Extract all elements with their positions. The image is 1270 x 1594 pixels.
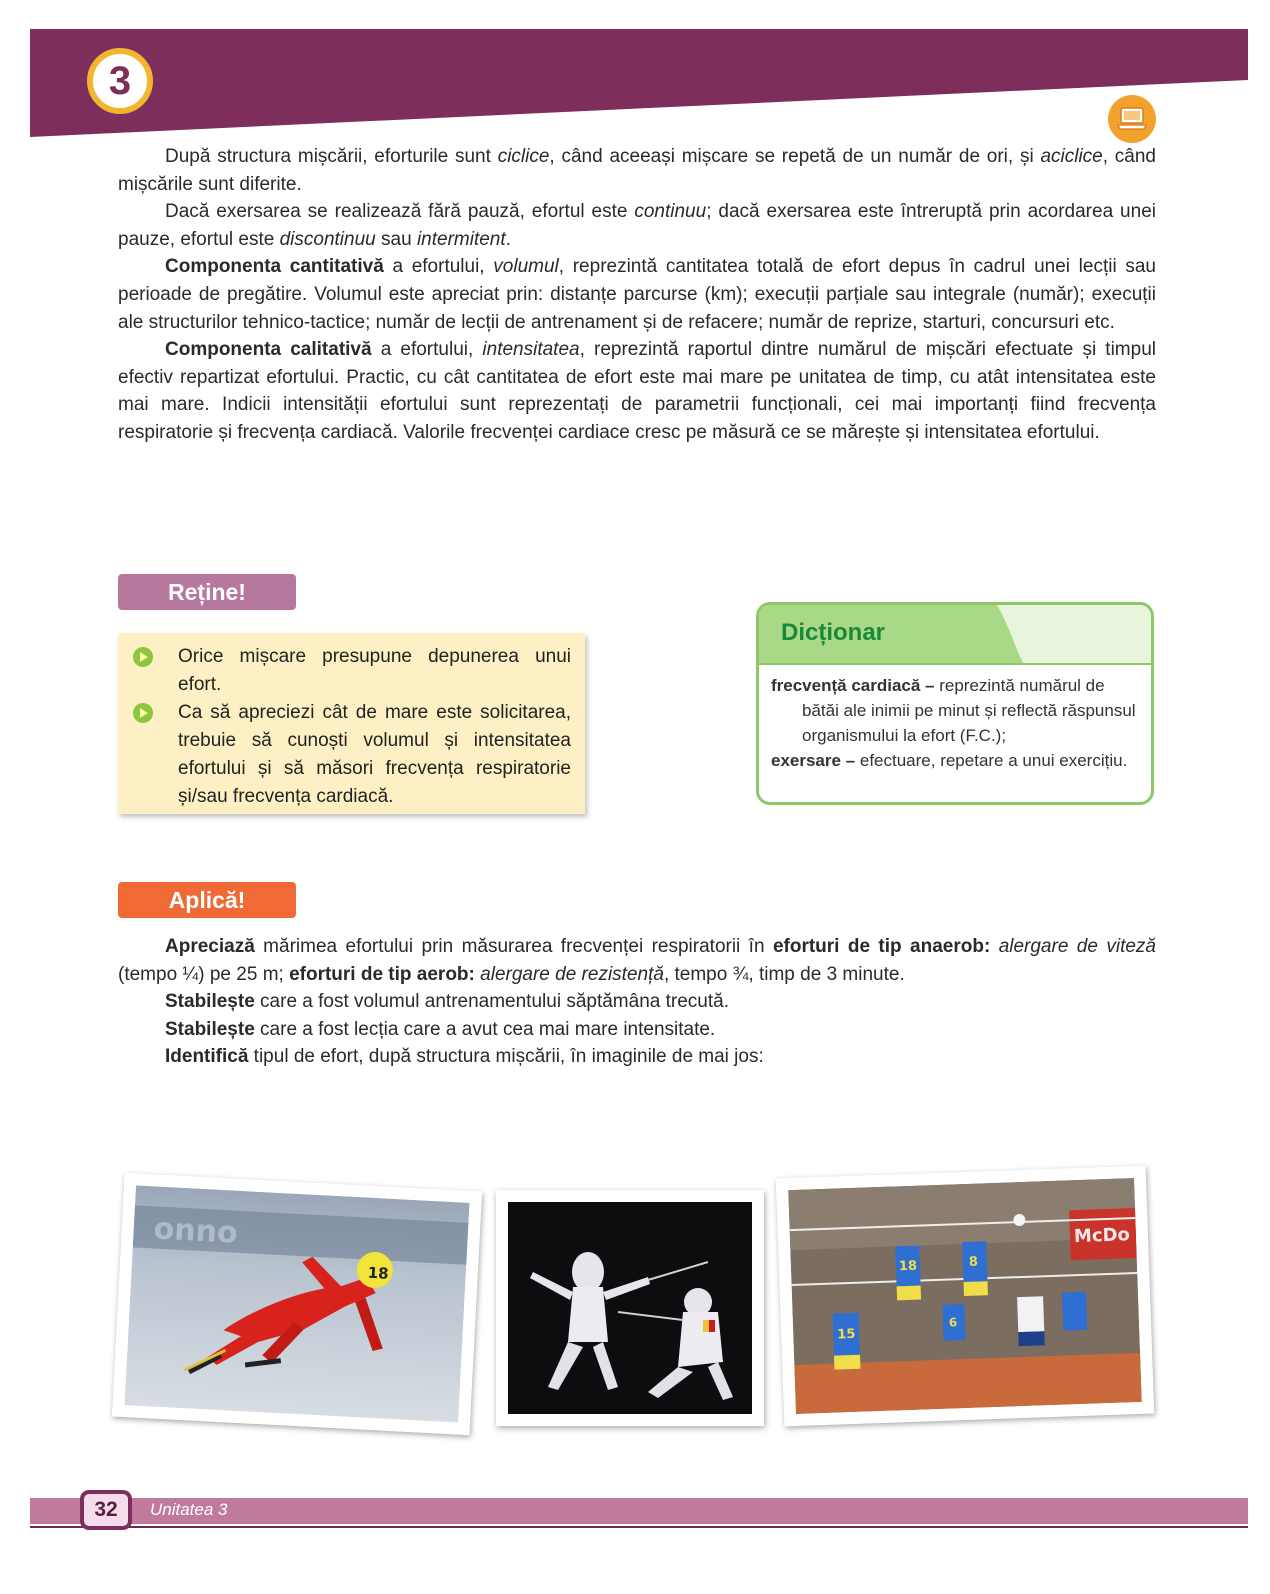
list-item <box>178 699 571 811</box>
dictionary-term: exersare – <box>771 751 856 770</box>
jersey-number: 6 <box>948 1315 958 1330</box>
jersey-number: 18 <box>898 1258 918 1275</box>
text-run: , tempo ¾, timp de 3 minute. <box>663 963 905 985</box>
text-bold: Componenta calitativă <box>165 339 372 361</box>
text-run: sau <box>375 228 417 250</box>
photo-volleyball <box>776 1166 1154 1427</box>
paragraph-quantitative <box>118 253 1156 336</box>
text-run: , când aceeași mișcare se repetă de un număr de ori, și <box>549 146 1041 167</box>
svg-text:onno: onno <box>152 1211 239 1251</box>
jersey-number: 15 <box>837 1326 856 1343</box>
aplica-text <box>118 933 1156 1071</box>
text-italic: aciclice <box>1040 146 1103 167</box>
aplica-task-1 <box>118 933 1156 988</box>
text-italic: ciclice <box>497 146 550 167</box>
dictionary-term: frecvență cardiacă – <box>771 676 935 695</box>
text-run: , când mișcările sunt diferite. <box>118 146 1156 195</box>
fencing-image <box>508 1202 752 1414</box>
play-bullet-icon <box>133 703 153 723</box>
text-italic: intermitent <box>416 228 506 250</box>
dictionary-box <box>756 602 1154 805</box>
text-run: Dacă exersarea se realizează fără pauză, efortul este <box>165 201 635 223</box>
retine-item-text: Orice mișcare presupune depunerea unui efort. <box>178 646 571 695</box>
play-bullet-icon <box>133 647 153 667</box>
text-italic: volumul <box>493 256 559 278</box>
dictionary-entry <box>771 748 1139 773</box>
chapter-number-badge <box>87 48 153 114</box>
speed-skater-image <box>124 1185 469 1422</box>
text-run: a efortului, <box>383 256 494 278</box>
footer-line <box>30 1526 1248 1528</box>
unit-label: Unitatea 3 <box>150 1500 228 1519</box>
page-number: 32 <box>80 1490 132 1530</box>
dictionary-entry <box>771 673 1139 748</box>
text-run: mărimea efortului prin măsurarea frecvenței respiratorii în <box>254 936 773 957</box>
paragraph-qualitative <box>118 336 1156 446</box>
text-italic: discontinuu <box>279 228 376 250</box>
text-bold: eforturi de tip anaerob: <box>772 936 991 957</box>
text-run: , reprezintă cantitatea totală de efort depus în cadrul unei lecții sau perioade de pregătire. Volumul este apreciat prin: distanțe parcurse (km); execuții parțiale sau integrale (număr); execuții ale structurilor tehnico-tactice; număr de lecții de antrenament și de refacere; număr de reprize, starturi, concursuri etc. <box>118 256 1156 333</box>
text-run <box>990 936 998 957</box>
text-run: , reprezintă raportul dintre numărul de mișcări efectuate și timpul efectiv repartizat efortului. Practic, cu cât cantitatea de efort este mai mare pe unitatea de timp, cu atât intensitatea este mai mare. Indicii intensității efortului sunt reprezentați de parametrii funcționali, cei mai importanți fiind frecvența respiratorie și frecvența cardiacă. Valorile frecvenței cardiace cresc pe măsură ce se mărește și intensitatea efortului. <box>118 339 1156 443</box>
digital-resource-icon[interactable] <box>1108 95 1156 143</box>
text-bold: Stabilește <box>165 1018 255 1040</box>
text-run: . <box>505 228 511 250</box>
text-italic: intensitatea <box>482 339 580 361</box>
dictionary-content <box>759 665 1151 781</box>
chapter-number: 3 <box>108 58 132 103</box>
main-text <box>118 143 1156 447</box>
paragraph-effort-structure <box>118 143 1156 198</box>
text-italic: continuu <box>634 201 707 223</box>
text-bold: Identifică <box>165 1046 249 1068</box>
banner-text: McDo <box>1073 1224 1131 1248</box>
aplica-task-3 <box>118 1016 1156 1044</box>
aplica-task-2 <box>118 988 1156 1016</box>
retine-item-text: Ca să apreciezi cât de mare este solicitarea, trebuie să cunoști volumul și intensitatea efortului și să măsori frecvența respiratorie și/sau frecvența cardiacă. <box>178 702 571 807</box>
text-run: (tempo ¼) pe 25 m; <box>118 963 290 985</box>
dictionary-title: Dicționar <box>781 619 886 646</box>
text-bold: Stabilește <box>165 991 255 1013</box>
helmet-number: 18 <box>367 1263 390 1283</box>
text-run: care a fost lecția care a avut cea mai mare intensitate. <box>254 1018 716 1040</box>
photo-fencing <box>496 1190 764 1426</box>
text-run: După structura mișcării, eforturile sunt <box>165 146 498 167</box>
retine-label: Reține! <box>118 574 296 610</box>
volleyball-image <box>788 1178 1142 1414</box>
text-italic: alergare de viteză <box>998 936 1156 957</box>
paragraph-effort-continuity <box>118 198 1156 253</box>
aplica-task-4 <box>118 1043 1156 1071</box>
text-run: tipul de efort, după structura mișcării, în imaginile de mai jos: <box>248 1046 764 1068</box>
dictionary-header <box>759 605 1151 665</box>
text-bold: eforturi de tip aerob: <box>289 963 475 985</box>
list-item <box>178 643 571 699</box>
text-run: a efortului, <box>371 339 483 361</box>
retine-box <box>118 633 585 814</box>
text-italic: alergare de rezistență <box>480 963 664 985</box>
chapter-header-band <box>30 29 1248 140</box>
text-bold: Componenta cantitativă <box>165 256 384 278</box>
text-bold: Apreciază <box>165 936 255 957</box>
aplica-label: Aplică! <box>118 882 296 918</box>
text-run: ; dacă exersarea este întreruptă prin acordarea unei pauze, efortul este <box>118 201 1156 250</box>
dictionary-definition: reprezintă numărul de bătăi ale inimii pe minut și reflectă răspunsul organismului la efort (F.C.); <box>802 676 1136 745</box>
jersey-number: 8 <box>968 1254 979 1270</box>
dictionary-definition: efectuare, repetare a unui exercițiu. <box>855 751 1128 770</box>
text-run: care a fost volumul antrenamentului săptămâna trecută. <box>254 991 729 1013</box>
photo-speed-skating <box>112 1173 482 1435</box>
